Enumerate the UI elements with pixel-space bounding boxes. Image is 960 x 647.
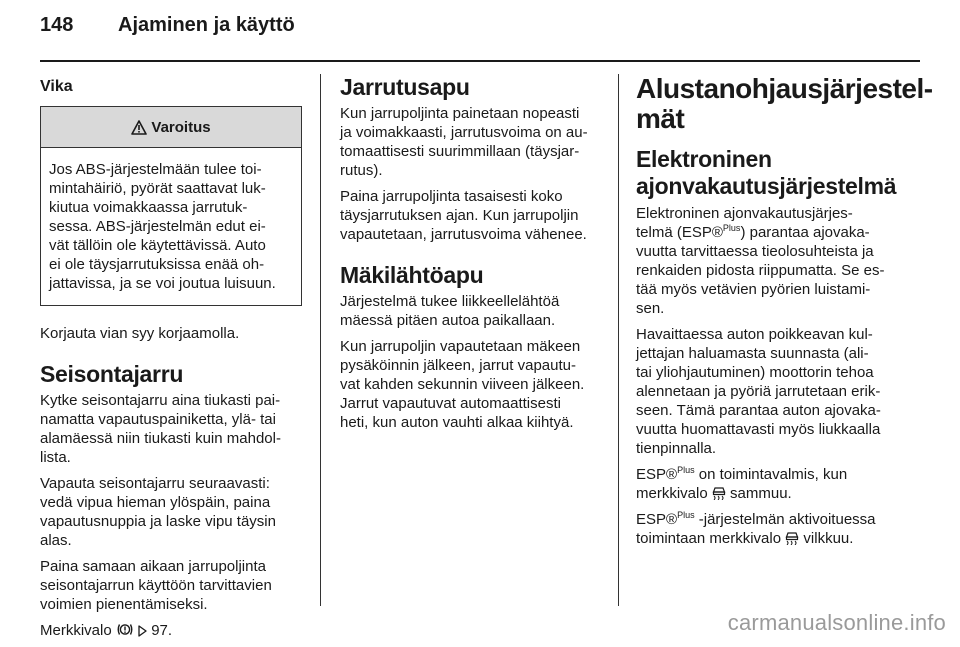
esp-p4: [636, 510, 902, 548]
esp-p2: Havaittaessa auton poikkeavan kul- jettajan haluamasta suunnasta (ali- tai yliohjautuminen) moottorin tehoa alennetaan ja pyöriä jarrutetaan erik- seen. Tämä parantaa auton ajovaka- vuutta huomattavasti myös liukkaalla tienpinnalla.: [636, 326, 881, 457]
warning-triangle-icon: [131, 120, 147, 135]
jarrutusapu-p2: Paina jarrupoljinta tasaisesti koko täysjarrutuksen ajan. Kun jarrupoljin vapautetaan, jarrutusvoima vähenee.: [340, 188, 587, 243]
jarrutusapu-p1: Kun jarrupoljinta painetaan nopeasti ja voimakkaasti, jarrutusvoima on au- tomaattisesti suurimmillaan (täysjar- rutus).: [340, 105, 588, 179]
makilahtoapu-heading: Mäkilähtöapu: [340, 262, 484, 288]
page-header: [40, 14, 920, 50]
skidding-car-indicator-icon: [785, 530, 799, 545]
warning-text: Jos ABS-järjestelmään tulee toi- mintahäiriö, pyörät saattavat luk- kiutua voimakkaassa jarrutuk- sessa. ABS-järjestelmän edut ei- vät tällöin ole käytettävissä. Auto ei ole täysjarrutuksissa enää oh- jattavissa, ja se voi joutua luisuun.: [49, 161, 276, 292]
seisontajarru-p3: Paina samaan aikaan jarrupoljinta seisontajarrun käyttöön tarvittavien voimien pienentämiseksi.: [40, 558, 272, 613]
makilahtoapu-p2: Kun jarrupoljin vapautetaan mäkeen pysäköinnin jälkeen, jarrut vapautu- vat kahden sekunnin viiveen jälkeen. Jarrut vapautuvat automaattisesti heti, kun auton vauhti alkaa kiihtyä.: [340, 338, 585, 431]
column-divider: [618, 74, 619, 606]
watermark: carmanualsonline.info: [727, 610, 946, 635]
section-title: Ajaminen ja käyttö: [118, 14, 295, 36]
esp-p3-part-c: sammuu.: [730, 485, 792, 502]
plus-superscript: Plus: [722, 223, 741, 233]
esp-p4-part-c: vilkkuu.: [803, 530, 854, 547]
repair-note: Korjauta vian syy korjaamolla.: [40, 325, 240, 342]
vika-heading: Vika: [40, 78, 73, 95]
column-divider: [320, 74, 321, 606]
header-divider: [40, 60, 920, 62]
indicator-prefix: Merkkivalo: [40, 622, 112, 639]
esp-p3-part-b: on toimintavalmis, kun merkkivalo: [636, 466, 848, 502]
makilahtoapu-p1: Järjestelmä tukee liikkeellelähtöä mäessä pitäen autoa paikallaan.: [340, 293, 560, 329]
column-1: [40, 74, 302, 647]
skidding-car-indicator-icon: [712, 485, 726, 500]
esp-p3: [636, 465, 902, 503]
parking-brake-indicator-icon: [116, 622, 134, 637]
page-reference: 97.: [151, 622, 173, 639]
warning-title: Varoitus: [151, 118, 211, 136]
column-3: [636, 73, 933, 555]
seisontajarru-p2: Vapauta seisontajarru seuraavasti: vedä vipua hieman ylöspäin, paina vapautusnuppia ja laske vipu täysin alas.: [40, 475, 276, 549]
esp-p1-part-b: ) parantaa ajovaka- vuutta tarvittaessa tieolosuhteista ja renkaiden pidosta riippumatta. Se es- tää myös vetävien pyörien luistami- sen.: [636, 224, 885, 317]
page-number: 148: [40, 14, 74, 36]
esp-p4-part-a: ESP®: [636, 511, 678, 528]
esp-p4-part-b: -järjestelmän aktivoituessa toimintaan merkkivalo: [636, 511, 876, 547]
plus-superscript: Plus: [677, 510, 695, 520]
seisontajarru-p1: Kytke seisontajarru aina tiukasti pai- namatta vapautuspainiketta, ylä- tai alamäessä niin tiukasti kuin mahdol- lista.: [40, 392, 281, 466]
column-2: [340, 74, 602, 439]
esp-p3-part-a: ESP®: [636, 466, 678, 483]
alustanohjaus-heading: Alustanohjausjärjestel- mät: [636, 73, 933, 134]
warning-header: [41, 107, 301, 148]
esp-p1: [636, 204, 902, 318]
jarrutusapu-heading: Jarrutusapu: [340, 74, 470, 100]
seisontajarru-p4: [40, 621, 302, 640]
page-reference-arrow-icon: [138, 625, 147, 637]
esp-p1-part-a: Elektroninen ajonvakautusjärjes- telmä (ESP®: [636, 205, 853, 241]
plus-superscript: Plus: [677, 465, 695, 475]
esp-subheading: Elektroninen ajonvakautusjärjestelmä: [636, 146, 897, 199]
seisontajarru-heading: Seisontajarru: [40, 361, 184, 387]
warning-box: [40, 106, 302, 306]
